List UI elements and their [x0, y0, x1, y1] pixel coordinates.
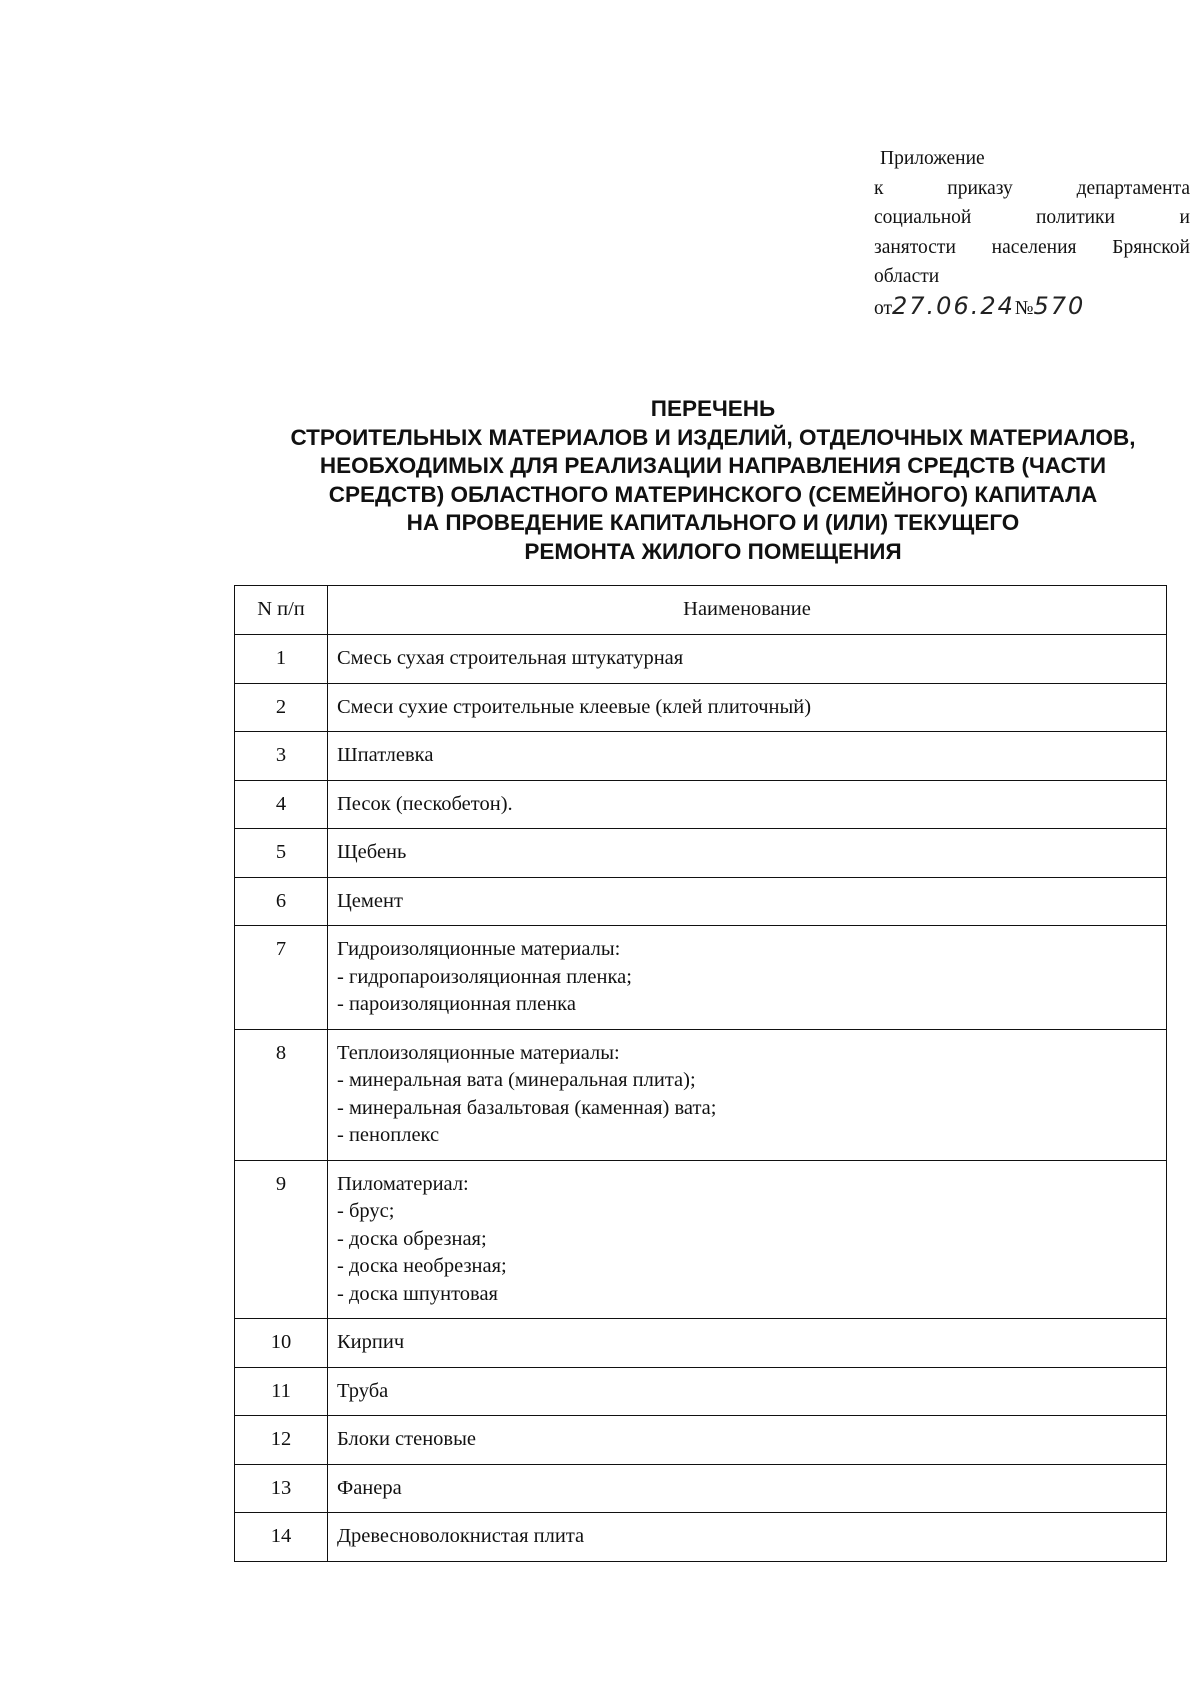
- row-number: 6: [235, 877, 328, 926]
- table-row: [235, 683, 1167, 732]
- row-name-line: Теплоизоляционные материалы:: [337, 1041, 620, 1064]
- table-row: [235, 926, 1167, 1030]
- row-name-line: Песок (пескобетон).: [337, 792, 513, 815]
- table-row: [235, 1464, 1167, 1513]
- row-number: 5: [235, 829, 328, 878]
- row-number: 12: [235, 1416, 328, 1465]
- row-name-line: Древесноволокнистая плита: [337, 1525, 585, 1547]
- row-name: [328, 877, 1167, 926]
- row-name: [328, 1367, 1167, 1416]
- materials-table: [234, 585, 1167, 1562]
- row-name-line: - минеральная вата (минеральная плита);: [337, 1069, 696, 1091]
- row-name-line: Смесь сухая строительная штукатурная: [337, 647, 684, 669]
- row-number: 9: [235, 1160, 328, 1319]
- title-line: ПЕРЕЧЕНЬ: [650, 396, 776, 421]
- table-row: [235, 1416, 1167, 1465]
- row-name-line: - минеральная базальтовая (каменная) вата;: [337, 1096, 717, 1119]
- row-name-line: - брус;: [337, 1200, 395, 1222]
- row-number: 2: [235, 683, 328, 732]
- table-row: [235, 732, 1167, 781]
- document-title: [240, 395, 1186, 566]
- handwritten-date: 27.06.24: [892, 291, 1015, 320]
- row-name-line: Гидроизоляционные материалы:: [337, 938, 621, 960]
- row-name: [328, 1416, 1167, 1465]
- row-name-line: Блоки стеновые: [337, 1428, 476, 1450]
- row-name-line: - доска необрезная;: [337, 1255, 507, 1277]
- row-name-line: Шпатлевка: [337, 744, 434, 766]
- appendix-block: [874, 144, 1190, 323]
- date-prefix: от: [874, 297, 893, 319]
- row-name-line: Труба: [337, 1379, 389, 1402]
- row-name: [328, 1513, 1167, 1562]
- row-number: 3: [235, 732, 328, 781]
- row-name: [328, 732, 1167, 781]
- appendix-line-2: к приказу департамента: [874, 177, 1190, 199]
- header-name: Наименование: [328, 586, 1167, 635]
- title-line: РЕМОНТА ЖИЛОГО ПОМЕЩЕНИЯ: [524, 538, 902, 564]
- row-number: 10: [235, 1319, 328, 1368]
- title-line: НЕОБХОДИМЫХ ДЛЯ РЕАЛИЗАЦИИ НАПРАВЛЕНИЯ СРЕДСТВ (ЧАСТИ: [319, 453, 1107, 478]
- table-row: [235, 635, 1167, 684]
- table-row: [235, 1160, 1167, 1319]
- row-name-line: - доска шпунтовая: [337, 1282, 498, 1305]
- table-row: [235, 1513, 1167, 1562]
- table-row: [235, 1319, 1167, 1368]
- row-name: [328, 926, 1167, 1030]
- title-line: СРЕДСТВ) ОБЛАСТНОГО МАТЕРИНСКОГО (СЕМЕЙНОГО) КАПИТАЛА: [328, 481, 1098, 507]
- row-name: [328, 1319, 1167, 1368]
- row-name-line: Кирпич: [337, 1331, 405, 1353]
- row-number: 14: [235, 1513, 328, 1562]
- title-line: СТРОИТЕЛЬНЫХ МАТЕРИАЛОВ И ИЗДЕЛИЙ, ОТДЕЛОЧНЫХ МАТЕРИАЛОВ,: [290, 424, 1136, 450]
- row-number: 11: [235, 1367, 328, 1416]
- header-number: N п/п: [235, 586, 328, 635]
- row-name: [328, 780, 1167, 829]
- order-date-number: [874, 292, 1190, 324]
- row-name-line: Цемент: [337, 889, 403, 912]
- row-name-line: Щебень: [337, 841, 407, 863]
- appendix-line-5: области: [874, 266, 940, 287]
- title-line: НА ПРОВЕДЕНИЕ КАПИТАЛЬНОГО И (ИЛИ) ТЕКУЩЕГО: [406, 510, 1020, 535]
- row-name: [328, 1464, 1167, 1513]
- handwritten-number: 570: [1033, 291, 1086, 320]
- row-name: [328, 683, 1167, 732]
- row-name-line: - доска обрезная;: [337, 1227, 487, 1250]
- row-number: 8: [235, 1029, 328, 1160]
- table-row: [235, 780, 1167, 829]
- row-name: [328, 829, 1167, 878]
- row-number: 4: [235, 780, 328, 829]
- row-name-line: Пиломатериал:: [337, 1172, 469, 1195]
- table-row: [235, 829, 1167, 878]
- table-row: [235, 877, 1167, 926]
- row-name-line: Фанера: [337, 1476, 402, 1499]
- row-name-line: - пеноплекс: [337, 1124, 440, 1146]
- row-number: 13: [235, 1464, 328, 1513]
- appendix-line-4: занятости населения Брянской: [874, 236, 1190, 258]
- row-name-line: Смеси сухие строительные клеевые (клей плиточный): [337, 695, 812, 718]
- row-name: [328, 1160, 1167, 1319]
- table-row: [235, 1029, 1167, 1160]
- table-row: [235, 1367, 1167, 1416]
- table-header-row: [235, 586, 1167, 635]
- row-number: 1: [235, 635, 328, 684]
- appendix-title: Приложение: [880, 148, 985, 169]
- row-name: [328, 1029, 1167, 1160]
- row-number: 7: [235, 926, 328, 1030]
- appendix-line-3: социальной политики и: [874, 207, 1190, 228]
- number-prefix: №: [1014, 297, 1034, 319]
- row-name-line: - пароизоляционная пленка: [337, 993, 576, 1015]
- row-name-line: - гидропароизоляционная пленка;: [337, 965, 632, 988]
- row-name: [328, 635, 1167, 684]
- table-body: [235, 635, 1167, 1562]
